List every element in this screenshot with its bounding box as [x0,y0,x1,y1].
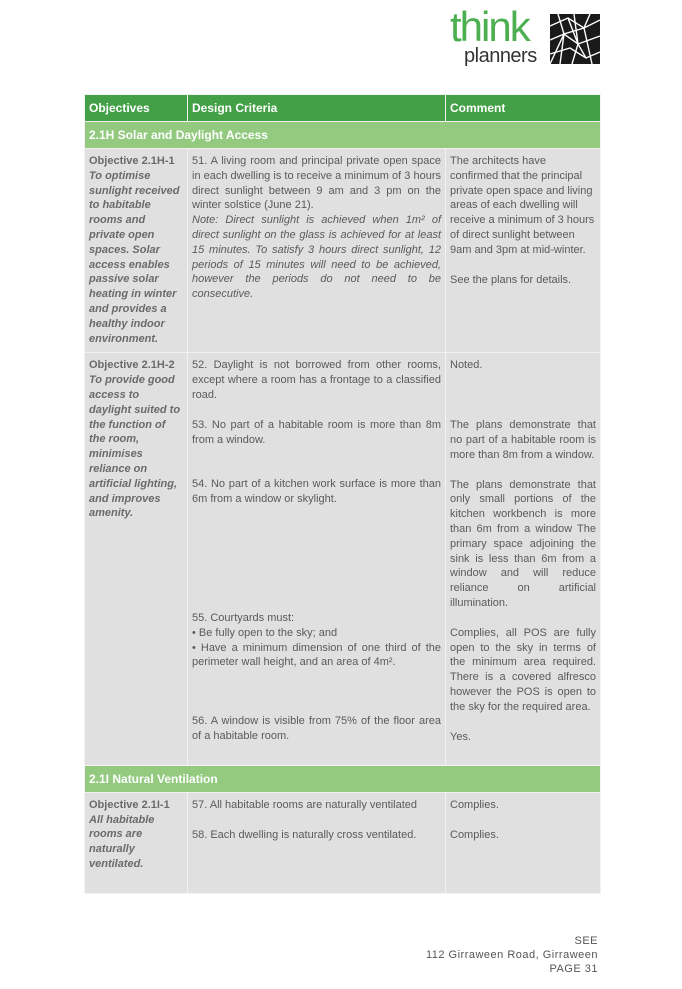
objective-id: Objective 2.1I-1 [89,798,170,811]
comment-cell [446,792,601,893]
objective-description: To provide good access to daylight suited to the function of the room, minimises reliance on artificial lighting, and improves amenity. [89,374,181,520]
footer-address: 112 Girraween Road, Girraween [425,949,598,961]
spacer [450,463,596,478]
criteria-58: 58. Each dwelling is naturally cross ventilated. [192,828,417,841]
spacer [450,813,596,828]
footer-see: SEE [574,935,598,947]
criteria-51-note: Note: Direct sunlight is achieved when 1m² of direct sunlight on the glass is achieved for at least 15 minutes. To satisfy 3 hours direct sunlight, 12 periods of 15 minutes will need to be achieved, however the periods do not need to be consecutive. [192,214,441,301]
header-objectives: Objectives [85,95,188,122]
section-row-ventilation [85,765,601,792]
objective-cell [85,353,188,765]
think-planners-logo [450,3,600,70]
objective-id: Objective 2.1H-2 [89,359,175,372]
criteria-53: 53. No part of a habitable room is more than 8m from a window. [192,418,441,446]
comment-52: Noted. [450,359,483,372]
logo-think-text: think [450,3,529,50]
logo-map-icon [550,14,600,64]
criteria-55-a: • Be fully open to the sky; and [192,626,338,639]
section-row-solar [85,122,601,149]
objective-description: All habitable rooms are naturally ventilated. [89,813,155,870]
design-criteria-table [84,94,601,894]
objective-description: To optimise sunlight received to habitable rooms and private open spaces. Solar access enables passive solar heating in winter and provides a healthy indoor environment. [89,169,180,345]
spacer [192,447,441,462]
spacer [450,258,596,273]
spacer [450,287,596,302]
spacer [450,373,596,388]
table-row [85,149,601,353]
comment-56: Yes. [450,730,472,743]
page-footer [426,934,598,976]
criteria-cell [188,353,446,765]
comment-cell [446,149,601,353]
objective-cell [85,792,188,893]
logo-planners-text: planners [464,45,537,67]
spacer [192,462,441,477]
criteria-cell [188,792,446,893]
header-design-criteria: Design Criteria [188,95,446,122]
spacer [450,611,596,626]
table-header-row [85,95,601,122]
spacer [192,744,441,759]
comment-51: The architects have confirmed that the principal private open space and living areas of each dwelling will receive a minimum of 3 hours of direct sunlight between 9am and 3pm at mid-winter. [450,155,595,256]
comment-58: Complies. [450,828,499,841]
spacer [450,388,596,403]
spacer [192,507,441,611]
spacer [192,670,441,714]
spacer [450,715,596,730]
table-row [85,353,601,765]
criteria-55-b: • Have a minimum dimension of one third of the perimeter wall height, and an area of 4m². [192,641,441,669]
criteria-55-intro: 55. Courtyards must: [192,611,295,624]
footer-page-number: PAGE 31 [549,963,598,975]
comment-cell [446,353,601,765]
spacer [450,403,596,418]
objective-id: Objective 2.1H-1 [89,155,175,167]
criteria-57: 57. All habitable rooms are naturally ventilated [192,798,418,811]
criteria-cell [188,149,446,353]
section-title-solar: 2.1H Solar and Daylight Access [85,122,601,149]
criteria-56: 56. A window is visible from 75% of the floor area of a habitable room. [192,715,441,742]
criteria-52: 52. Daylight is not borrowed from other rooms, except where a room has a frontage to a classified road. [192,359,441,401]
comment-53: The plans demonstrate that no part of a habitable room is more than 8m from a window. [450,419,596,461]
spacer [192,813,441,828]
comment-54: The plans demonstrate that only small portions of the kitchen workbench is more than 6m from a window The primary space adjoining the sink is less than 6m from a window and will reduce reliance on artificial illumination. [450,478,596,609]
section-title-ventilation: 2.1I Natural Ventilation [85,765,601,792]
objective-cell [85,149,188,353]
criteria-51: 51. A living room and principal private open space in each dwelling is to receive a minimum of 3 hours direct sunlight between 9 am and 3 pm on the winter solstice (June 21). [192,155,441,212]
spacer [89,872,183,887]
comment-57: Complies. [450,798,499,811]
table-row [85,792,601,893]
criteria-54: 54. No part of a kitchen work surface is more than 6m from a window or skylight. [192,478,441,506]
spacer [192,403,441,418]
comment-55: Complies, all POS are fully open to the sky in terms of the minimum area required. There is a covered alfresco however the POS is open to the sky for the required area. [450,626,596,713]
comment-51-plans: See the plans for details. [450,273,572,286]
header-comment: Comment [446,95,601,122]
